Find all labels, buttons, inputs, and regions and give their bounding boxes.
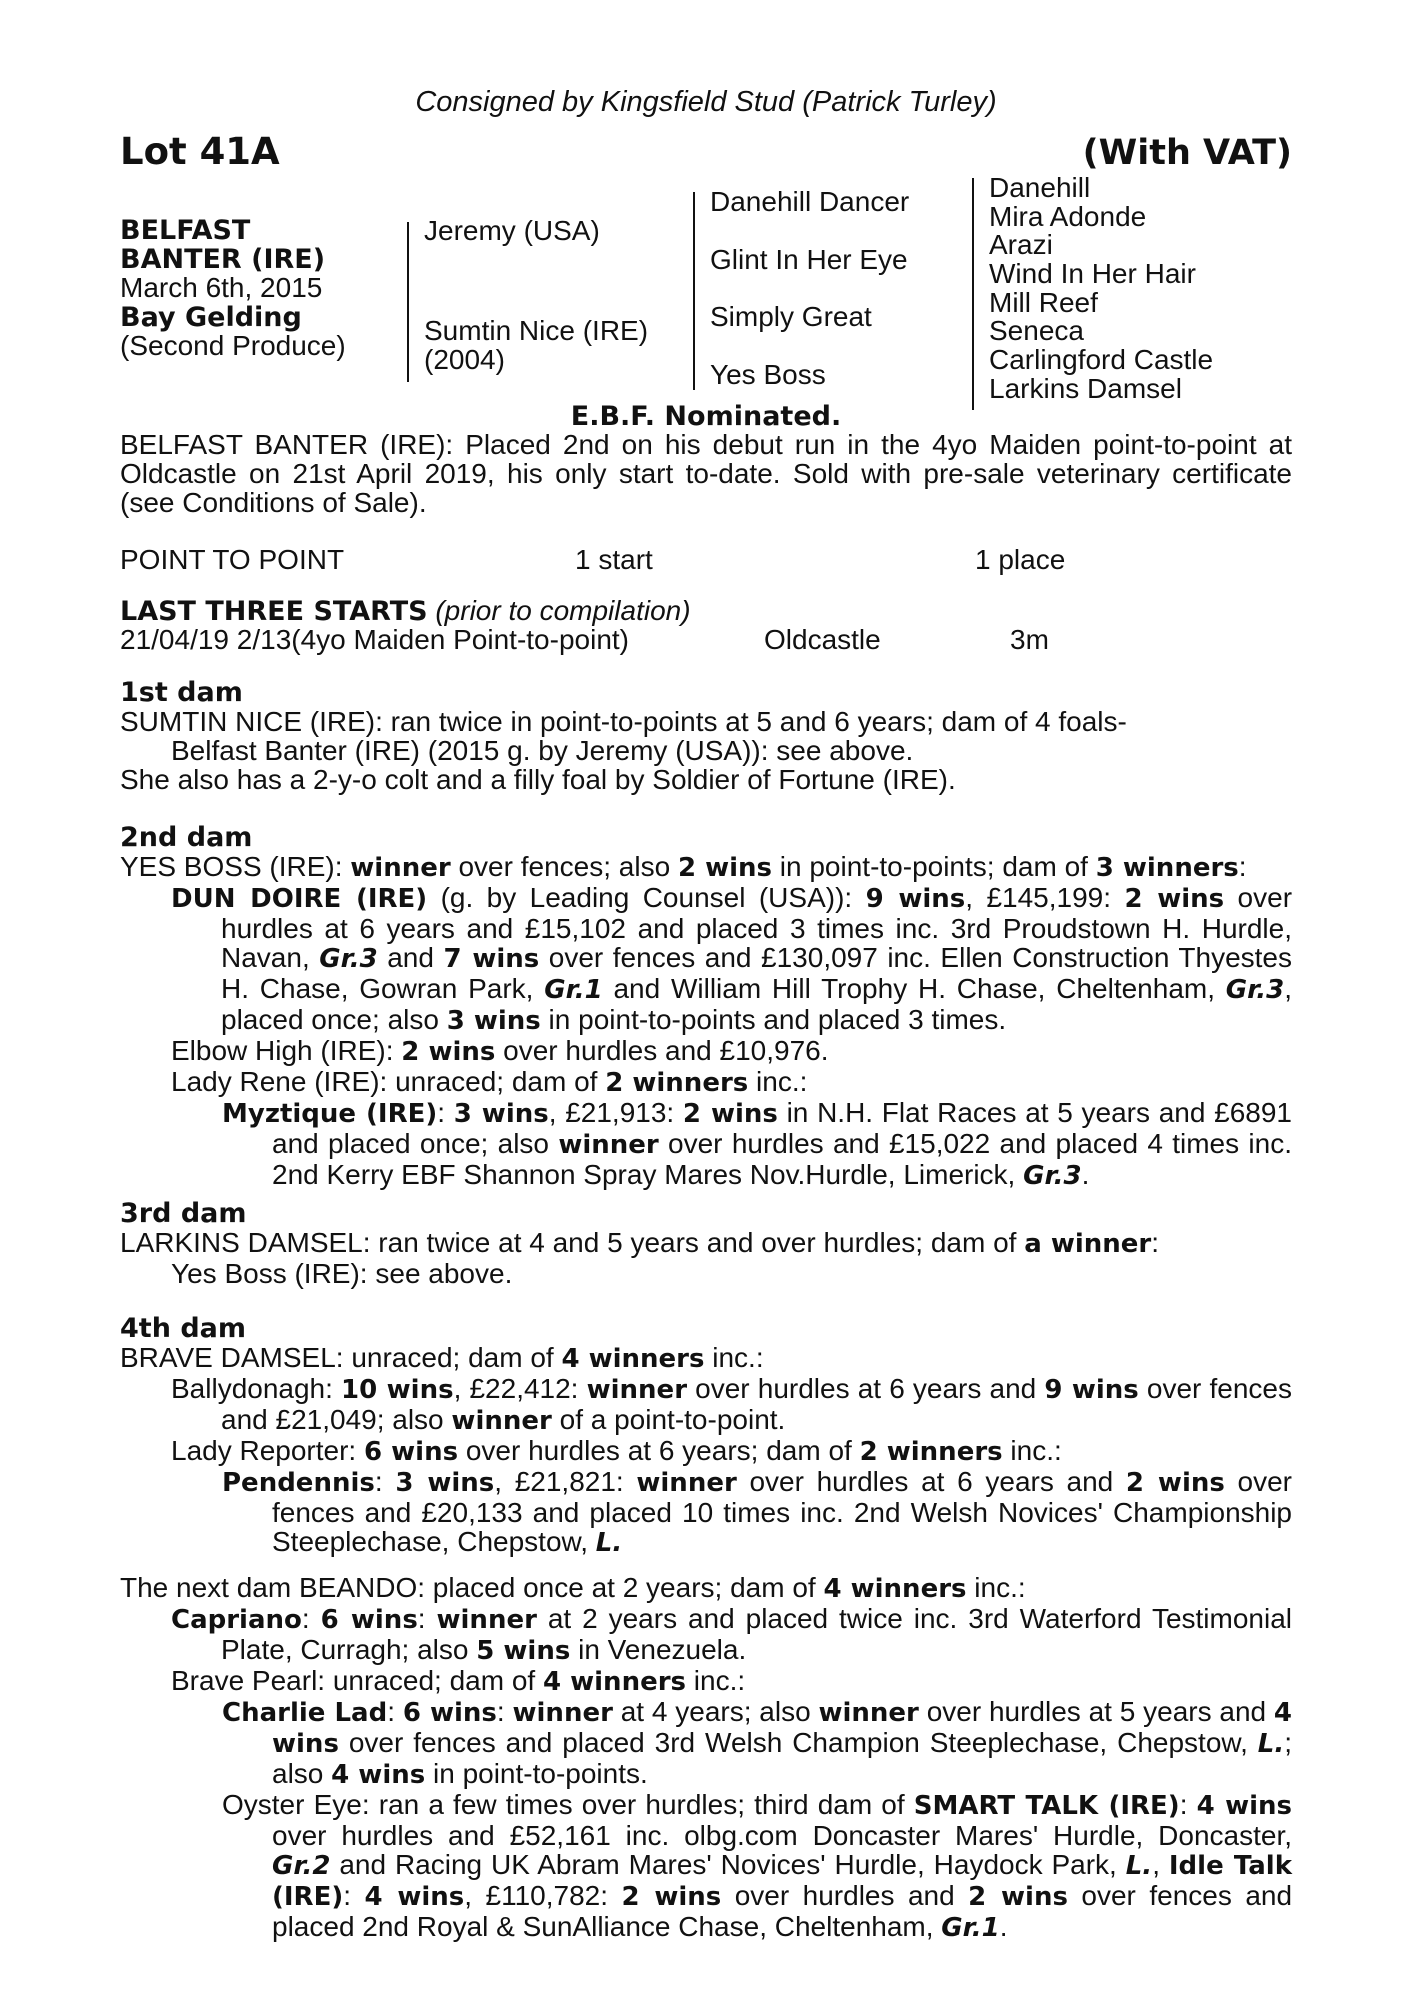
bold-run: winner — [451, 1406, 552, 1436]
pedigree-gen3-item: Wind In Her Hair — [989, 258, 1196, 289]
text-run: in N.H. Flat Races at 5 years and £6891 and placed once; also — [272, 1097, 1292, 1159]
grade-run: L. — [1257, 1729, 1285, 1759]
fourth-dam-section — [120, 1314, 1292, 1558]
last-start-distance: 3m — [1010, 624, 1049, 655]
last-starts-title: LAST THREE STARTS — [120, 596, 428, 627]
bold-run: 4 winners — [542, 1667, 687, 1697]
bold-run: 7 wins — [443, 944, 540, 974]
bold-run: 2 wins — [401, 1037, 496, 1067]
bold-run: 2 wins — [682, 1099, 778, 1129]
text-run: YES BOSS (IRE): — [120, 851, 351, 882]
dam-line — [120, 1228, 1292, 1259]
pedigree-divider-2 — [693, 192, 695, 390]
pedigree-gen3-item: Arazi — [989, 229, 1053, 260]
section-title: 3rd dam — [120, 1198, 247, 1229]
text-run: in Venezuela. — [570, 1634, 747, 1665]
pedigree-gen3-item: Mill Reef — [989, 287, 1098, 318]
pedigree-gen2-item: Danehill Dancer — [710, 186, 910, 217]
grand-produce-line — [120, 1098, 1292, 1191]
text-run: inc.: — [748, 1066, 808, 1097]
section-title: 2nd dam — [120, 822, 253, 853]
bold-run: Idle Talk (IRE) — [272, 1851, 1293, 1912]
text-run: inc.: — [686, 1665, 746, 1696]
grade-run: Gr.3 — [1225, 975, 1285, 1005]
last-starts-heading — [120, 596, 691, 626]
bold-run: 3 wins — [395, 1468, 495, 1498]
record-label: POINT TO POINT — [120, 544, 345, 575]
horse-sex: Bay Gelding — [120, 302, 302, 333]
dam-line — [120, 852, 1292, 883]
text-run: Ballydonagh: — [171, 1373, 342, 1404]
horse-name-line2: BANTER (IRE) — [120, 244, 326, 275]
text-run: , £145,199: — [965, 882, 1125, 913]
produce-line: Belfast Banter (IRE) (2015 g. by Jeremy (USA)): see above. — [171, 735, 914, 766]
horse-summary: BELFAST BANTER (IRE): Placed 2nd on his debut run in the 4yo Maiden point-to-point at Oldcastle on 21st April 2019, his only start to-date. Sold with pre-sale veterinary certificate (see Conditions of Sale). — [120, 429, 1292, 518]
text-run: : — [301, 1603, 321, 1634]
record-places: 1 place — [975, 544, 1066, 575]
section-title: 1st dam — [120, 677, 243, 708]
text-run: inc.: — [704, 1342, 764, 1373]
text-run: and Racing UK Abram Mares' Novices' Hurdle, Haydock Park, — [330, 1849, 1126, 1880]
pedigree-gen3-item: Danehill — [989, 172, 1091, 203]
text-run: The next dam BEANDO: placed once at 2 years; dam of — [120, 1572, 824, 1603]
text-run: : — [1179, 1789, 1197, 1820]
bold-run: 6 wins — [364, 1437, 459, 1467]
pedigree-dam-year: (2004) — [424, 344, 505, 375]
text-run: Lady Reporter: — [171, 1435, 364, 1466]
bold-run: winner — [512, 1698, 613, 1728]
text-run: : — [496, 1696, 513, 1727]
text-run: over fences and placed 2nd Royal & SunAlliance Chase, Cheltenham, — [272, 1880, 1293, 1942]
grade-run: Gr.3 — [1023, 1161, 1082, 1191]
text-run: in point-to-points and placed 3 times. — [540, 1004, 1007, 1035]
text-run: : — [387, 1696, 403, 1727]
text-run: at 4 years; also — [612, 1696, 819, 1727]
bold-run: 3 winners — [1095, 853, 1239, 883]
text-run: and — [377, 942, 444, 973]
text-run: Elbow High (IRE): — [171, 1035, 402, 1066]
produce-line — [120, 1036, 1292, 1067]
bold-run: Myztique (IRE) — [222, 1099, 438, 1129]
section-title: 4th dam — [120, 1313, 246, 1344]
grade-run: Gr.3 — [319, 944, 378, 974]
produce-line — [120, 883, 1292, 1036]
text-run: over fences and £20,133 and placed 10 times inc. 2nd Welsh Novices' Championship Steeplechase, Chepstow, — [272, 1466, 1292, 1557]
bold-run: 9 wins — [1044, 1375, 1139, 1405]
consignor-line: Consigned by Kingsfield Stud (Patrick Turley) — [415, 86, 997, 118]
bold-run: 3 wins — [453, 1099, 549, 1129]
text-run: : — [1151, 1227, 1160, 1258]
text-run: , £110,782: — [464, 1880, 622, 1911]
bold-run: Pendennis — [222, 1468, 375, 1498]
pedigree-gen2-item: Glint In Her Eye — [710, 244, 908, 275]
text-run: : — [437, 1097, 454, 1128]
bold-run: 4 winners — [823, 1574, 967, 1604]
produce-line — [120, 1067, 1292, 1098]
grade-run: Gr.2 — [272, 1851, 331, 1881]
bold-run: winner — [636, 1468, 737, 1498]
pedigree-gen3-item: Seneca — [989, 315, 1084, 346]
bold-run: 10 wins — [341, 1375, 454, 1405]
pedigree-divider-3 — [972, 178, 974, 410]
text-run: Lady Rene (IRE): unraced; dam of — [171, 1066, 606, 1097]
bold-run: 4 wins — [272, 1698, 1293, 1759]
text-run: over hurdles at 5 years and — [918, 1696, 1274, 1727]
bold-run: 6 wins — [402, 1698, 497, 1728]
record-starts: 1 start — [575, 544, 653, 575]
text-run: over fences and £130,097 inc. Ellen Construction Thyestes H. Chase, Gowran Park, — [221, 942, 1293, 1004]
bold-run: 4 wins — [331, 1760, 426, 1790]
text-run: , £21,913: — [548, 1097, 683, 1128]
bold-run: winner — [818, 1698, 919, 1728]
text-run: , — [1152, 1849, 1169, 1880]
text-run: over hurdles and £10,976. — [495, 1035, 829, 1066]
pedigree-divider-1 — [407, 222, 409, 382]
pedigree-gen3-item: Mira Adonde — [989, 201, 1147, 232]
bold-run: 2 wins — [968, 1882, 1068, 1912]
pedigree-gen3-item: Carlingford Castle — [989, 344, 1214, 375]
text-run: over hurdles and — [721, 1880, 969, 1911]
bold-run: 2 wins — [677, 853, 772, 883]
text-run: Oyster Eye: ran a few times over hurdles; third dam of — [222, 1789, 914, 1820]
lot-number: Lot 41A — [120, 130, 280, 173]
text-run: over fences and £21,049; also — [221, 1373, 1293, 1435]
bold-run: winner — [350, 853, 451, 883]
grade-run: L. — [1125, 1851, 1153, 1881]
last-start-result: 21/04/19 2/13(4yo Maiden Point-to-point) — [120, 624, 629, 655]
text-run: over hurdles and £15,022 and placed 4 times inc. 2nd Kerry EBF Shannon Spray Mares Nov.Hurdle, Limerick, — [272, 1128, 1292, 1190]
bold-run: 6 wins — [320, 1605, 418, 1635]
bold-run: 2 winners — [859, 1437, 1003, 1467]
bold-run: 2 winners — [605, 1068, 749, 1098]
bold-run: a winner — [1024, 1229, 1152, 1259]
text-run: over fences and placed 3rd Welsh Champion Steeplechase, Chepstow, — [338, 1727, 1258, 1758]
text-run: : — [343, 1880, 365, 1911]
bold-run: 5 wins — [476, 1636, 571, 1666]
ebf-nominated: E.B.F. Nominated. — [570, 401, 842, 432]
text-run: LARKINS DAMSEL: ran twice at 4 and 5 years and over hurdles; dam of — [120, 1227, 1025, 1258]
dam-line: SUMTIN NICE (IRE): ran twice in point-to-points at 5 and 6 years; dam of 4 foals- — [120, 706, 1127, 737]
bold-run: 4 wins — [364, 1882, 465, 1912]
text-run: over hurdles at 6 years; dam of — [458, 1435, 860, 1466]
text-run: over hurdles at 6 years and — [687, 1373, 1045, 1404]
text-run: at 2 years and placed twice inc. 3rd Waterford Testimonial Plate, Curragh; also — [221, 1603, 1292, 1665]
text-run: inc.: — [966, 1572, 1026, 1603]
text-run: . — [1081, 1159, 1090, 1190]
text-run: in point-to-points; dam of — [772, 851, 1096, 882]
pedigree-dam: Sumtin Nice (IRE) — [424, 315, 649, 346]
produce-line — [120, 1436, 1292, 1467]
bold-run: 3 wins — [446, 1006, 541, 1036]
bold-run: winner — [436, 1605, 537, 1635]
text-run: over hurdles at 6 years and £15,102 and placed 3 times inc. 3rd Proudstown H. Hurdle, Navan, — [221, 882, 1293, 973]
produce-line — [120, 1604, 1292, 1666]
grand-produce-line — [120, 1467, 1292, 1558]
pedigree-gen2-item: Simply Great — [710, 301, 872, 332]
bold-run: 4 wins — [1196, 1791, 1293, 1821]
text-run: over fences; also — [450, 851, 678, 882]
text-run: : — [374, 1466, 396, 1497]
first-dam-section — [120, 678, 1292, 794]
text-run: Brave Pearl: unraced; dam of — [171, 1665, 543, 1696]
bold-run: Capriano — [171, 1605, 302, 1635]
pedigree-sire: Jeremy (USA) — [424, 215, 600, 246]
text-run: in point-to-points. — [425, 1758, 648, 1789]
text-run: and William Hill Trophy H. Chase, Cheltenham, — [602, 973, 1226, 1004]
second-dam-section — [120, 823, 1292, 1191]
text-run: : — [417, 1603, 437, 1634]
pedigree-gen3-item: Larkins Damsel — [989, 373, 1182, 404]
dam-line — [120, 1343, 1292, 1374]
bold-run: winner — [586, 1375, 688, 1405]
bold-run: 2 wins — [1125, 1468, 1225, 1498]
bold-run: 2 wins — [621, 1882, 722, 1912]
bold-run: winner — [558, 1130, 659, 1160]
bold-run: DUN DOIRE (IRE) — [171, 884, 428, 914]
produce-line — [120, 1666, 1292, 1697]
bold-run: SMART TALK (IRE) — [913, 1791, 1180, 1821]
text-run: of a point-to-point. — [551, 1404, 786, 1435]
third-dam-section — [120, 1199, 1292, 1288]
last-starts-note: (prior to compilation) — [435, 595, 691, 626]
grade-run: Gr.1 — [941, 1913, 1000, 1943]
text-run: ; also — [272, 1727, 1292, 1789]
text-run: over hurdles and £52,161 inc. olbg.com Doncaster Mares' Hurdle, Doncaster, — [272, 1820, 1292, 1851]
text-run: , placed once; also — [221, 973, 1292, 1035]
bold-run: 9 wins — [865, 884, 966, 914]
horse-name-line1: BELFAST — [120, 215, 251, 246]
text-run: (g. by Leading Counsel (USA)): — [427, 882, 866, 913]
grand-produce-line — [120, 1697, 1292, 1790]
grand-produce-line — [120, 1790, 1292, 1943]
grade-run: Gr.1 — [544, 975, 603, 1005]
dam-note: She also has a 2-y-o colt and a filly foal by Soldier of Fortune (IRE). — [120, 764, 956, 795]
last-start-course: Oldcastle — [764, 624, 881, 655]
produce-line — [120, 1374, 1292, 1436]
produce-line: Yes Boss (IRE): see above. — [171, 1258, 513, 1289]
text-run: , £21,821: — [494, 1466, 637, 1497]
bold-run: 4 winners — [561, 1344, 705, 1374]
text-run: , £22,412: — [453, 1373, 587, 1404]
text-run: BRAVE DAMSEL: unraced; dam of — [120, 1342, 562, 1373]
dam-line — [120, 1573, 1292, 1604]
vat-note: (With VAT) — [1082, 133, 1292, 173]
grade-run: L. — [595, 1528, 623, 1558]
text-run: inc.: — [1002, 1435, 1062, 1466]
next-dam-section — [120, 1573, 1292, 1943]
pedigree-gen2-item: Yes Boss — [710, 359, 826, 390]
text-run: . — [999, 1911, 1008, 1942]
text-run: over hurdles at 6 years and — [736, 1466, 1126, 1497]
bold-run: Charlie Lad — [222, 1698, 388, 1728]
horse-produce: (Second Produce) — [120, 330, 346, 361]
bold-run: 2 wins — [1124, 884, 1225, 914]
text-run: : — [1238, 851, 1247, 882]
horse-dob: March 6th, 2015 — [120, 272, 323, 303]
